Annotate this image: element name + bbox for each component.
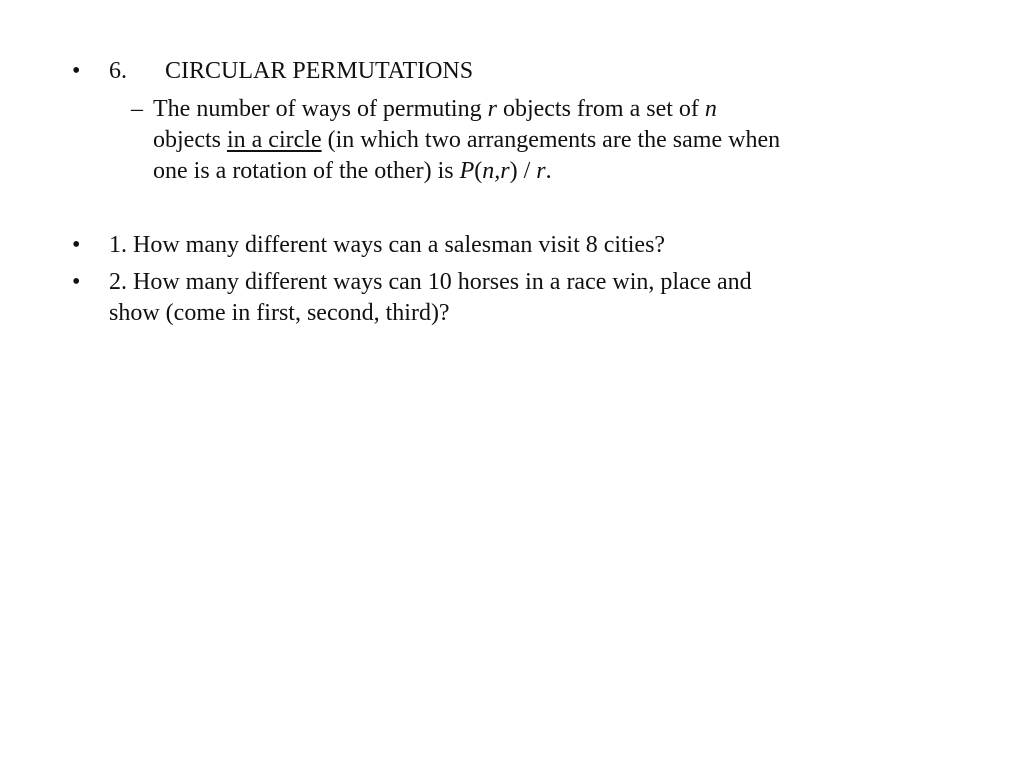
dash-icon: – [131,96,143,122]
item-number: 6. [109,58,127,84]
bullet-icon: • [72,232,81,258]
definition-line-3: one is a rotation of the other) is P(n,r) / r. [153,158,552,184]
bullet-icon: • [72,58,81,84]
bullet-icon: • [72,269,81,295]
question-2-line-2: show (come in first, second, third)? [109,300,450,326]
question-1-text: 1. How many different ways can a salesman visit 8 cities? [109,232,666,258]
section-title: CIRCULAR PERMUTATIONS [165,58,474,84]
definition-line-1: The number of ways of permuting r objects from a set of n [153,96,717,122]
question-2-line-1: 2. How many different ways can 10 horses in a race win, place and [109,269,752,295]
underlined-phrase: in a circle [226,127,322,153]
definition-line-2: objects in a circle (in which two arrangements are the same when [153,127,781,153]
